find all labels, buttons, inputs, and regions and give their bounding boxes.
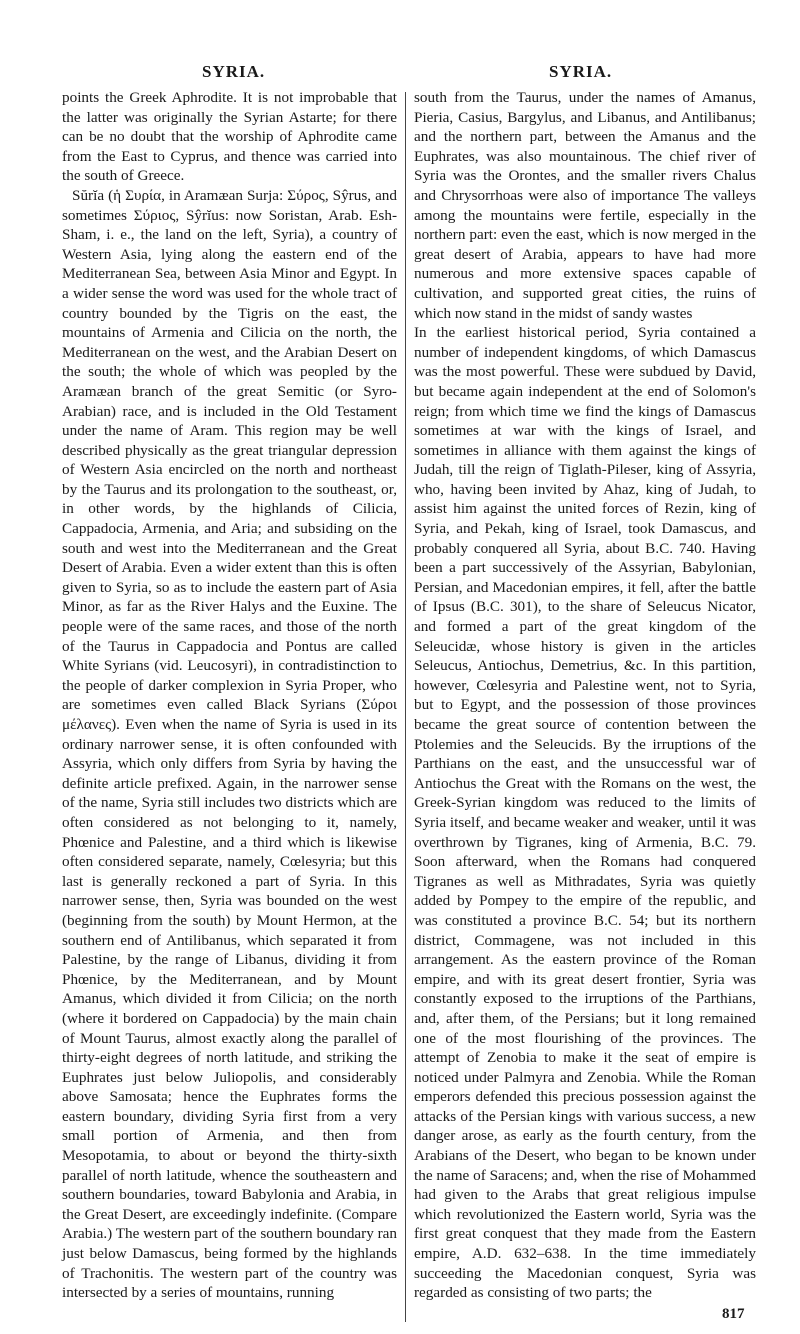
paragraph-history: In the earliest historical period, Syria contained a number of independent kingdoms, of which Damascus was the most powerful. These were subdued by David, but became again independent at the end of Solomon's reign; from which time we find the kings of Damascus sometimes at war with the kings of Israel, and sometimes in alliance with them against the kings of Judah, till the reign of Tiglath-Pileser, king of Assyria, who, having been invited by Ahaz, king of Judah, to assist him against the united forces of Rezin, king of Syria, and Pekah, king of Israel, took Damascus, and probably conquered all Syria, about B.C. 740. Having been a part successively of the Assyrian, Babylonian, Persian, and Macedonian empires, it fell, after the battle of Ipsus (B.C. 301), to the share of Seleucus Nicator, and formed a part of the great kingdom of the Seleucidæ, whose history is given in the articles Seleucus, Antiochus, Demetrius, &c. In this partition, however, Cœlesyria and Palestine went, not to Syria, but to Egypt, and the possession of those provinces became the great source of contention between the Ptolemies and the Seleucids. By the irruptions of the Parthians on the east, and the unsuccessful war of Antiochus the Great with the Romans on the west, the Greek-Syrian kingdom was reduced to the limits of Syria itself, and became weaker and weaker, until it was overthrown by Tigranes, king of Armenia, B.C. 79. Soon afterward, when the Romans had conquered Tigranes as well as Mithradates, Syria was quietly added by Pompey to the empire of the republic, and was constituted a province B.C. 54; but its northern district, Commagene, was not included in this arrangement. As the eastern province of the Roman empire, and with its great desert frontier, Syria was constantly exposed to the irruptions of the Parthians, and, after them, of the Persians; but it long remained one of the most flourishing of the provinces. The attempt of Zenobia to make it the seat of empire is noticed under Palmyra and Zenobia. While the Roman emperors defended this precious possession against the attacks of the Persian kings with various success, a new danger arose, as early as the fourth century, from the Arabians of the Desert, who began to be known under the name of Saracens; and, when the rise of Mohammed had given to the Arabs that great religious impulse which revolutionized the Eastern world, Syria was the first great conquest that they made from the Eastern empire, A.D. 632–638. In the time immediately succeeding the Macedonian conquest, Syria was regarded as consisting of two parts; the <box>414 324 756 1302</box>
paragraph-aphrodite: points the Greek Aphrodite. It is not improbable that the latter was originally the Syrian Astarte; for there can be no doubt that the worship of Aphrodite came from the East to Cyprus, and thence was carried into the south of Greece. <box>62 89 397 185</box>
running-header <box>0 62 800 88</box>
paragraph-geography: south from the Taurus, under the names of Amanus, Pieria, Casius, Bargylus, and Libanus, and Antilibanus; and the northern part, between the Amanus and the Euphrates, was also mountainous. The chief river of Syria was the Orontes, and the smaller rivers Chalus and Chrysorrhoas were also of importance The valleys among the mountains were fertile, especially in the northern part: even the east, which is now merged in the great desert of Arabia, appears to have had more numerous and more extensive spaces capable of cultivation, and supported great cities, the ruins of which now stand in the midst of sandy wastes <box>414 89 756 322</box>
paragraph-syria-entry: Sŭrĭa (ἡ Συρία, in Aramæan Surja: Σύρος, Sŷrus, and sometimes Σύριος, Sŷrĭus: now Soristan, Arab. Esh-Sham, i. e., the land on the left, Syria), a country of Western Asia, lying along the eastern end of the Mediterranean Sea, between Asia Minor and Egypt. In a wider sense the word was used for the whole tract of country bounded by the Tigris on the east, the mountains of Armenia and Cilicia on the north, the Mediterranean on the west, and the Arabian Desert on the south; the whole of which was peopled by the Aramæan branch of the great Semitic (or Syro-Arabian) race, and is included in the Old Testament under the name of Aram. This region may be well described physically as the great triangular depression of Western Asia encircled on the north and northeast by the Taurus and its prolongation to the southeast, or, in other words, by the highlands of Cilicia, Cappadocia, Armenia, and Aria; and subsiding on the south and west into the Mediterranean and the Great Desert of Arabia. Even a wider extent than this is often given to Syria, so as to include the eastern part of Asia Minor, as far as the River Halys and the Euxine. The people were of the same races, and those of the north of the Taurus in Cappadocia and Pontus are called White Syrians (vid. Leucosyri), in contradistinction to the people of darker complexion in Syria Proper, who are sometimes even called Black Syrians (Σύροι μέλανες). Even when the name of Syria is used in its ordinary narrower sense, it is often confounded with Assyria, which only differs from Syria by having the definite article prefixed. Again, in the narrower sense of the name, Syria still includes two districts which are often considered as not belonging to it, namely, Phœnice and Palestine, and a third which is likewise often considered separate, namely, Cœlesyria; but this last is generally reckoned a part of Syria. In this narrower sense, then, Syria was bounded on the west (beginning from the south) by Mount Hermon, at the southern end of Antilibanus, which separated it from Palestine, by the range of Libanus, dividing it from Phœnice, by the Mediterranean, and by Mount Amanus, which divided it from Cilicia; on the north (where it bordered on Cappadocia) by the main chain of Mount Taurus, almost exactly along the parallel of thirty-eight degrees of north latitude, and striking the Euphrates just below Juliopolis, and considerably above Samosata; hence the Euphrates forms the eastern boundary, dividing Syria first from a very small portion of Armenia, and then from Mesopotamia, to about or beyond the thirty-sixth parallel of north latitude, whence the southeastern and southern boundaries, toward Babylonia and Arabia, in the Great Desert, are exceedingly indefinite. (Compare Arabia.) The western part of the southern boundary ran just below Damascus, being formed by the highlands of Trachonitis. The western part of the country was intersected by a series of mountains, running <box>62 186 397 1302</box>
column-divider <box>405 92 406 1322</box>
page-number: 817 <box>722 1306 745 1322</box>
header-right: SYRIA. <box>549 62 613 81</box>
header-left: SYRIA. <box>202 62 266 81</box>
left-column <box>62 88 397 1303</box>
right-column <box>414 88 756 1303</box>
